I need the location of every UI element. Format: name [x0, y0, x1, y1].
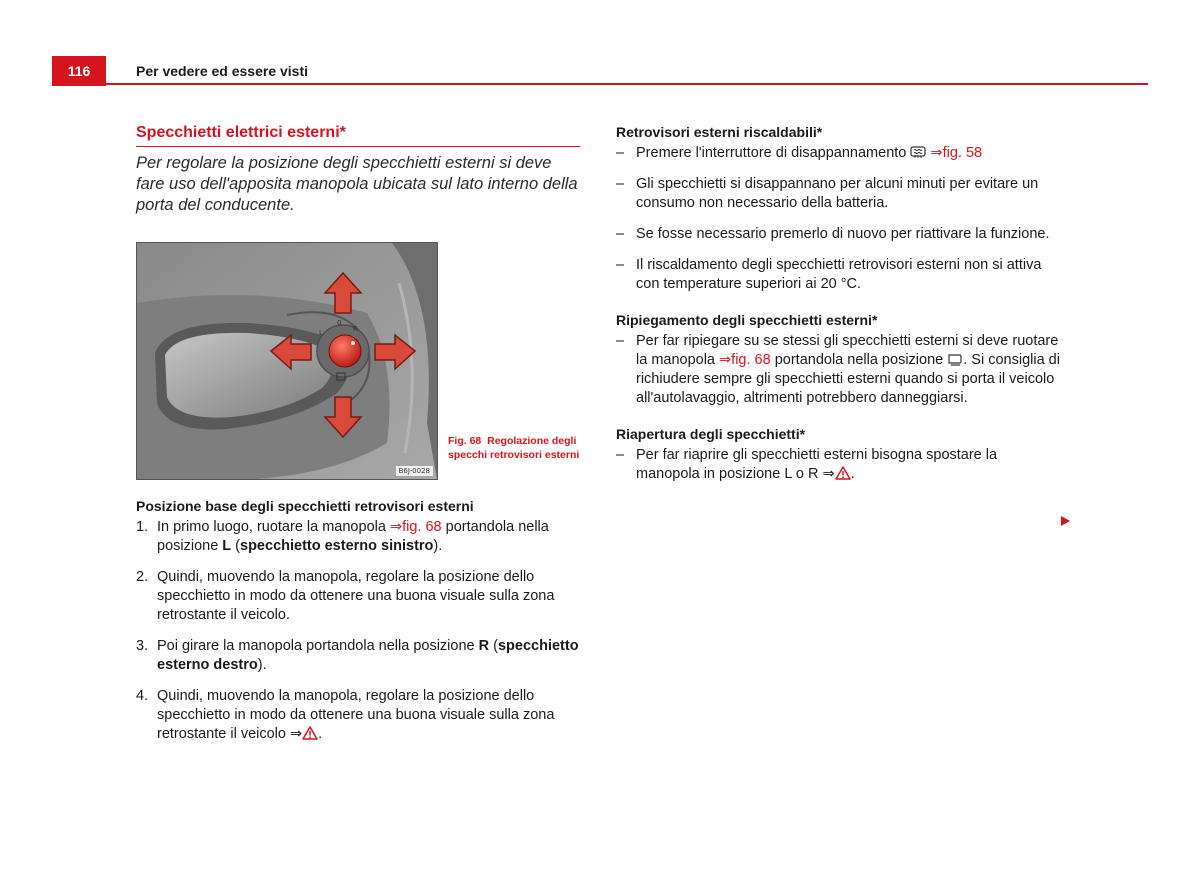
item-text: Premere l'interruttore di disappannamento [636, 145, 911, 161]
figure-caption [448, 434, 580, 462]
mirror-control-illustration [136, 242, 438, 480]
step-text: ). [257, 657, 267, 673]
continue-arrow-icon [1061, 516, 1070, 526]
list-item [616, 332, 1060, 408]
period: . [318, 726, 323, 742]
step-number: 3. [136, 638, 149, 654]
item-text: . Si consiglia di richiudere sempre gli specchietti esterni quando si porta il veicolo all'autolavaggio, altrimenti potrebbero danneggiarsi. [636, 352, 1060, 406]
item-text: Gli specchietti si disappannano per alcuni minuti per evitare un consumo non necessario della batteria. [636, 176, 1039, 211]
warning-triangle-icon[interactable] [835, 466, 851, 480]
dash: – [616, 226, 625, 242]
dash: – [616, 333, 625, 349]
list-item [616, 446, 1060, 484]
right-column [616, 124, 1060, 496]
warning-triangle-icon[interactable] [302, 726, 318, 740]
step-text: Poi girare la manopola portandola nella posizione [157, 638, 479, 654]
intro-paragraph: Per regolare la posizione degli specchietti esterni si deve fare uso dell'apposita manopola ubicata sul lato interno della porta del conducente. [136, 154, 578, 214]
subsection-title: Ripiegamento degli specchietti esterni* [616, 312, 878, 328]
figure-link[interactable]: ⇒fig. 68 [719, 352, 771, 368]
step-text: In primo luogo, ruotare la manopola [157, 519, 390, 535]
period: . [850, 466, 855, 482]
position-letter: L [222, 538, 232, 554]
step-text: ( [489, 638, 498, 654]
figure-caption-text: Regolazione degli specchi retrovisori esterni [448, 435, 580, 461]
step-text: portandola nella posizione [157, 519, 549, 554]
list-item [136, 568, 580, 625]
step-emphasis: specchietto esterno destro [157, 638, 579, 673]
subsection-title: Riapertura degli specchietti* [616, 426, 806, 442]
header-divider [106, 83, 1148, 85]
list-item [136, 637, 580, 675]
heated-mirrors-list [616, 144, 1060, 294]
subsection-title: Retrovisori esterni riscaldabili* [616, 124, 823, 140]
list-item [616, 225, 1060, 244]
door-panel-drawing [137, 243, 437, 479]
list-item [616, 144, 1060, 163]
step-number: 2. [136, 569, 149, 585]
dash: – [616, 447, 625, 463]
figure-caption-ref: Fig. 68 [448, 435, 482, 447]
list-item [616, 175, 1060, 213]
chapter-title: Per vedere ed essere visti [136, 63, 309, 79]
position-letter: R [478, 638, 490, 654]
step-number: 1. [136, 519, 149, 535]
step-text: Quindi, muovendo la manopola, regolare la posizione dello specchietto in modo da ottenere una buona visuale sulla zona retrostante il veicolo. [157, 569, 555, 623]
dash: – [616, 145, 625, 161]
step-text: ). [433, 538, 443, 554]
list-item [136, 518, 580, 556]
figure-link[interactable]: ⇒fig. 58 [930, 145, 983, 161]
mirror-defrost-icon [910, 146, 926, 159]
item-text: portandola nella posizione [770, 352, 948, 368]
knob-label-0: 0 [337, 319, 342, 327]
figure-link[interactable]: ⇒fig. 68 [389, 519, 442, 535]
knob-label-l: L [319, 329, 323, 337]
item-text: Per far riaprire gli specchietti esterni bisogna spostare la manopola in posizione L o R ⇒ [636, 447, 998, 482]
left-column [136, 124, 580, 756]
item-text: Per far ripiegare su se stessi gli specchietti esterni si deve ruotare la manopola [636, 333, 1059, 368]
figure-68 [136, 242, 580, 480]
list-item [616, 256, 1060, 294]
step-number: 4. [136, 688, 149, 704]
dash: – [616, 257, 625, 273]
mirror-fold-icon [947, 353, 963, 366]
figure-code: B6J-0028 [396, 466, 433, 476]
page-header [52, 56, 1148, 86]
section-title: Specchietti elettrici esterni* [136, 124, 580, 147]
steps-list [136, 518, 580, 744]
item-text: Se fosse necessario premerlo di nuovo per riattivare la funzione. [636, 226, 1050, 242]
item-text: Il riscaldamento degli specchietti retrovisori esterni non si attiva con temperature superiori ai 20 °C. [636, 257, 1042, 292]
list-item [136, 687, 580, 744]
subsection-title: Posizione base degli specchietti retrovisori esterni [136, 498, 474, 514]
reopening-list [616, 446, 1060, 484]
dash: – [616, 176, 625, 192]
page-number: 116 [52, 56, 106, 86]
step-text: Quindi, muovendo la manopola, regolare la posizione dello specchietto in modo da ottenere una buona visuale sulla zona retrostante il veicolo ⇒ [157, 688, 555, 742]
step-text: ( [231, 538, 241, 554]
folding-list [616, 332, 1060, 408]
knob-label-r: R [353, 325, 358, 333]
step-emphasis: specchietto esterno sinistro [240, 538, 434, 554]
